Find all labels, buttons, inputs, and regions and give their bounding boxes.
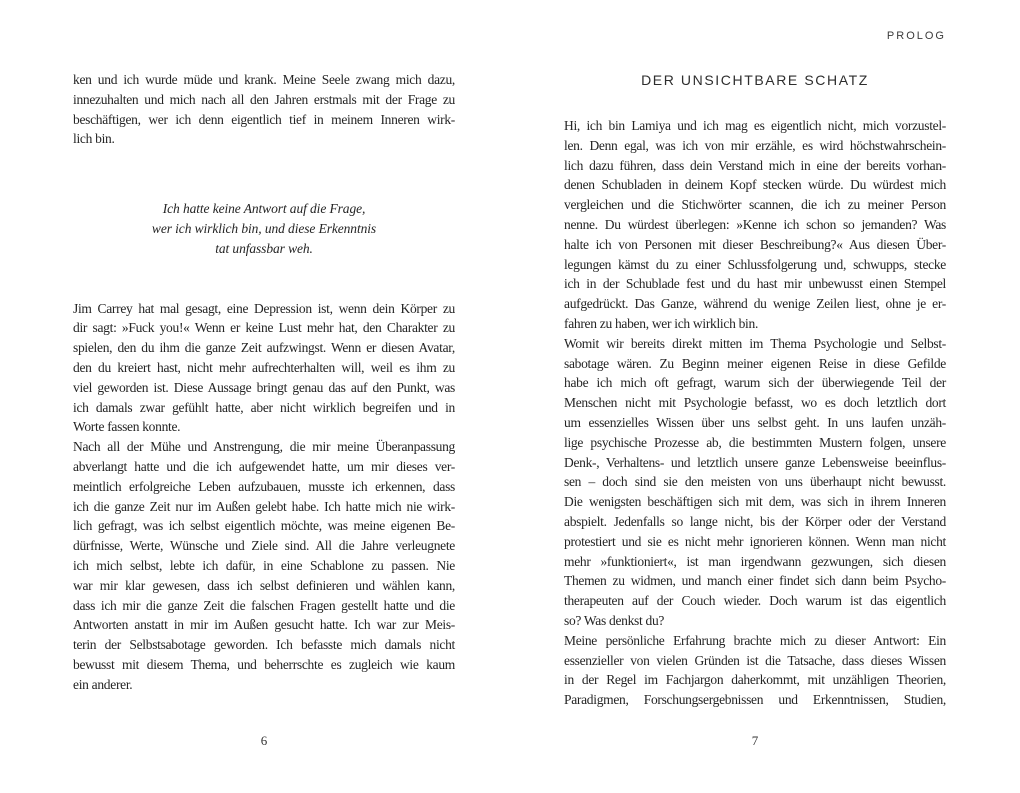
text-line: Nach all der Mühe und Anstrengung, die mir meine Überanpassung <box>73 439 455 455</box>
text-line: nenne. Du würdest überlegen: »Kenne ich schon so jemanden? Was <box>564 216 946 232</box>
text-line: Meine persönliche Erfahrung brachte mich zu dieser Antwort: Ein <box>564 632 946 648</box>
running-head: PROLOG <box>886 30 946 42</box>
text-line: beschäftigen, wer ich denn eigentlich tief in meinem Inneren wirk- <box>73 111 455 127</box>
page-number-left: 6 <box>260 733 268 748</box>
text-line: sabotage wären. Zu Beginn meiner eigenen Reise in diese Gefilde <box>564 355 946 371</box>
text-line: vergleichen und die Stichwörter scannen, die ich zu meiner Person <box>564 197 946 213</box>
text-line: dass ich mir die ganze Zeit die falschen Fragen gestellt hatte und die <box>73 597 455 613</box>
text-line: Hi, ich bin Lamiya und ich mag es eigentlich nicht, mich vorzustel- <box>564 118 946 133</box>
pull-quote <box>73 199 455 258</box>
page-right-body <box>564 116 946 710</box>
text-line: war mir klar gewesen, dass ich selbst definieren und wählen kann, <box>73 577 455 593</box>
page-left-body <box>73 70 455 695</box>
text-line: Menschen nicht mit Psychologie befasst, wo es doch letztlich dort <box>564 395 946 411</box>
text-line: aufgedrückt. Das Ganze, während du wenige Zeilen liest, ohne je er- <box>564 296 946 312</box>
text-line: tat unfassbar weh. <box>215 240 313 256</box>
text-line: spielen, den du ihm die ganze Zeit aufzwingst. Wenn er diesen Avatar, <box>73 340 455 356</box>
text-line: ich die ganze Zeit nur im Außen gelebt habe. Ich hatte mich nie wirk- <box>73 498 455 514</box>
text-line: fahren zu haben, wer ich wirklich bin. <box>564 315 759 331</box>
text-line: dir sagt: »Fuck you!« Wenn er keine Lust mehr hat, den Charakter zu <box>73 320 455 336</box>
text-line: len. Denn egal, was ich von mir erzähle, es wird höchstwahrschein- <box>564 137 946 153</box>
text-line: Jim Carrey hat mal gesagt, eine Depression ist, wenn dein Körper zu <box>73 300 455 316</box>
page-number-right: 7 <box>751 733 759 748</box>
text-line: lich gefragt, was ich selbst eigentlich möchte, was meine eigenen Be- <box>73 518 455 534</box>
text-line: Die wenigsten beschäftigen sich mit dem, was sich in ihrem Inneren <box>564 494 946 510</box>
text-line: um essenzielles Wissen über uns selbst geht. In uns laufen unzäh- <box>564 414 946 430</box>
text-line: lige psychische Prozesse ab, die bestimmten Mustern folgen, unsere <box>564 434 946 450</box>
paragraph <box>73 437 455 694</box>
paragraph <box>73 299 455 438</box>
text-line: lich bin. <box>73 131 115 147</box>
text-line: meintlich erfolgreiche Leben aufzubauen, musste ich erkennen, dass <box>73 478 455 494</box>
text-line: wer ich wirklich bin, und diese Erkenntnis <box>151 220 377 236</box>
text-line: essenzieller von vielen Gründen ist die Tatsache, dass dieses Wissen <box>564 652 946 668</box>
text-line: denen Schubladen in deinem Kopf stecken würde. Du würdest mich <box>564 177 946 193</box>
text-line: den du kreiert hast, nicht mehr aufrechterhalten will, weil es ihm zu <box>73 359 455 375</box>
text-line: Denk-, Verhaltens- und letztlich unsere ganze Lebensweise beeinflus- <box>564 454 946 470</box>
paragraph <box>564 631 946 710</box>
paragraph <box>564 334 946 631</box>
text-line: sen – doch sind sie den meisten von uns überhaupt nicht bewusst. <box>564 474 946 490</box>
text-line: bewusst mit diesem Thema, und beherrschte es zugleich wie kaum <box>73 656 455 672</box>
text-line: Womit wir bereits direkt mitten im Thema Psychologie und Selbst- <box>564 335 946 351</box>
text-line: mehr »funktioniert«, ist man irgendwann gezwungen, sich diesen <box>564 553 946 569</box>
text-line: halte ich von Personen mit dieser Beschreibung?« Aus diesen Über- <box>564 236 946 252</box>
text-line: in der Regel im Fachjargon daherkommt, mit unzähligen Theorien, <box>564 672 946 688</box>
text-line: protestiert und sie es nicht mehr ignorieren können. Wenn man nicht <box>564 533 946 549</box>
text-line: ein anderer. <box>73 676 133 692</box>
text-line: Worte fassen konnte. <box>73 419 181 435</box>
text-line: abverlangt hatte und die ich aufgewendet hatte, um mir dieses ver- <box>73 458 455 474</box>
paragraph <box>564 116 946 334</box>
text-line: ich damals zwar gefühlt hatte, aber nicht wirklich begreifen und in <box>73 399 455 415</box>
text-line: viel geworden ist. Diese Aussage bringt genau das auf den Punkt, was <box>73 379 455 395</box>
paragraph <box>73 70 455 149</box>
chapter-heading: DER UNSICHTBARE SCHATZ <box>641 72 869 88</box>
text-line: innezuhalten und mich nach all den Jahren erstmals mit der Frage zu <box>73 91 455 107</box>
text-line: dürfnisse, Werte, Wünsche und Ziele sind. All die Jahre verleugnete <box>73 538 455 554</box>
text-line: Ich hatte keine Antwort auf die Frage, <box>162 201 366 217</box>
text-line: Antworten anstatt in mir im Außen gesucht hatte. Ich war zur Meis- <box>73 617 455 633</box>
text-line: Themen zu widmen, und manch einer findet sich dann beim Psycho- <box>564 573 946 589</box>
text-line: so? Was denkst du? <box>564 612 665 628</box>
text-line: abspielt. Jedenfalls so lange nicht, bis der Körper oder der Verstand <box>564 513 946 529</box>
text-line: terin der Selbstsabotage geworden. Ich befasste mich damals nicht <box>73 637 455 653</box>
text-line: lich dazu führen, dass dein Verstand mich in eine der bereits vorhan- <box>564 157 946 173</box>
text-line: Paradigmen, Forschungsergebnissen und Erkenntnissen, Studien, <box>564 692 946 708</box>
text-line: ken und ich wurde müde und krank. Meine Seele zwang mich dazu, <box>73 72 455 87</box>
text-line: ich in der Schublade fest und du hast mir unbewusst einen Stempel <box>564 276 946 292</box>
text-line: ich mich selbst, lebte ich dafür, in eine Schablone zu passen. Nie <box>73 557 455 573</box>
text-line: legungen kämst du zu einer Schlussfolgerung und, schwupps, stecke <box>564 256 946 272</box>
text-line: therapeuten auf der Couch wieder. Doch warum ist das eigentlich <box>564 593 946 609</box>
text-line: habe ich mich oft gefragt, warum sich der überwiegende Teil der <box>564 375 946 391</box>
page-right <box>564 0 946 793</box>
